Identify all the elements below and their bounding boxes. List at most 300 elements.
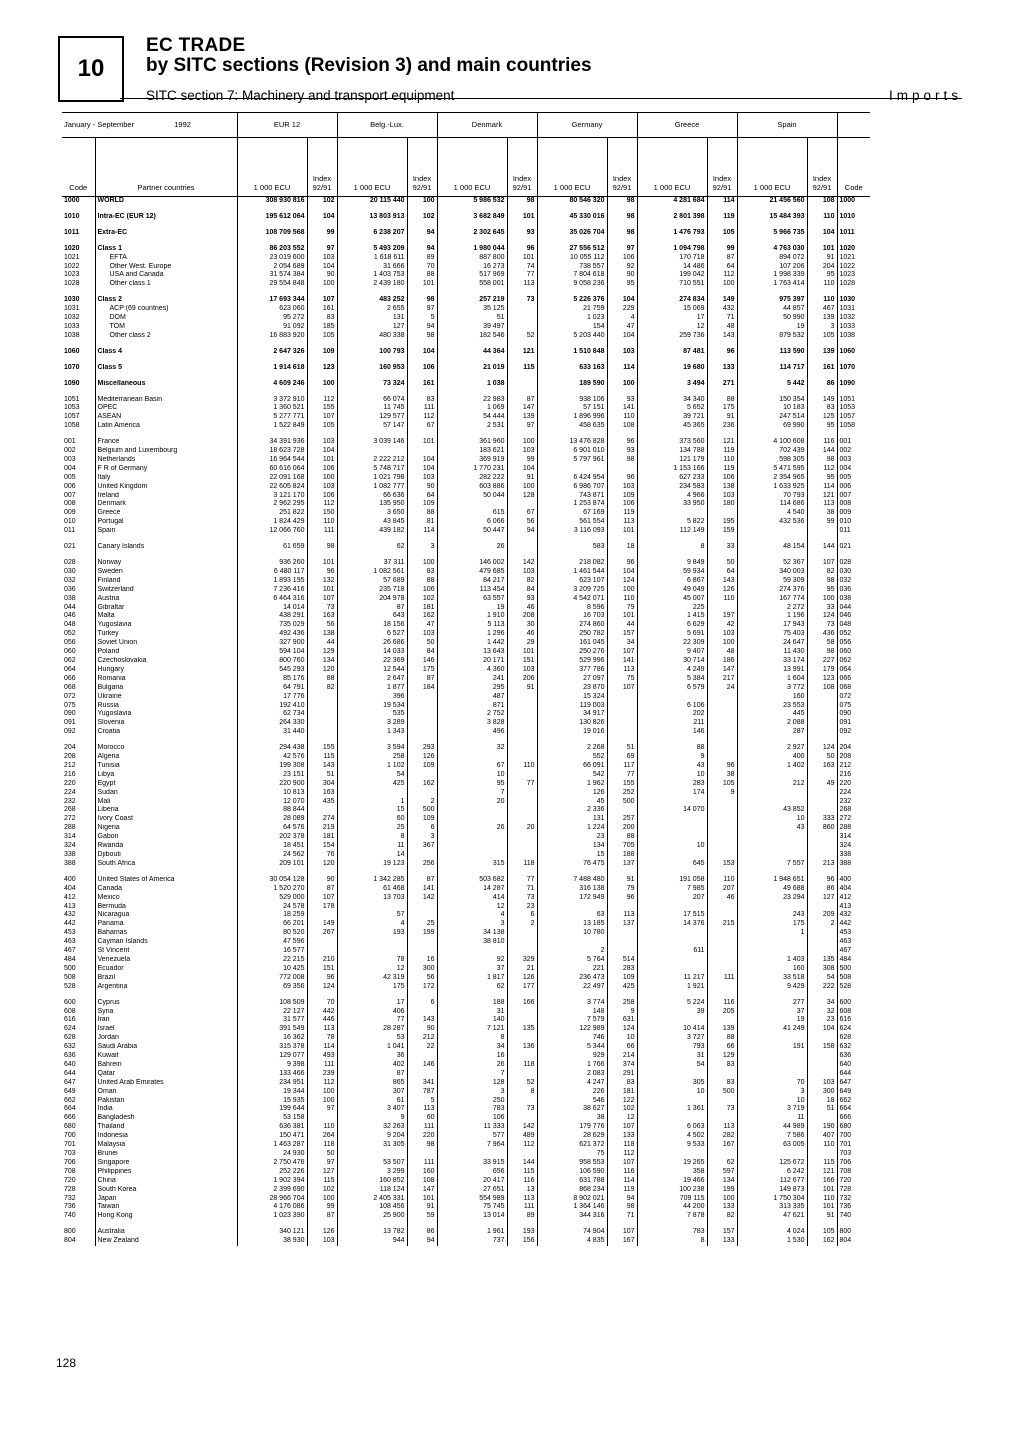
index-cell — [607, 719, 637, 728]
index-cell — [307, 693, 337, 702]
table-row — [62, 639, 870, 648]
index-cell: 308 — [807, 965, 837, 974]
index-cell: 69 — [607, 753, 637, 762]
index-cell: 107 — [307, 413, 337, 422]
index-cell: 87 — [507, 396, 537, 405]
value-cell: 1 522 849 — [237, 422, 307, 431]
value-cell: 13 014 — [437, 1212, 507, 1221]
value-cell — [637, 903, 707, 912]
value-cell: 529 996 — [537, 657, 607, 666]
row-code: 467 — [64, 947, 76, 955]
value-cell: 10 780 — [537, 929, 607, 938]
partner-name: Greece — [95, 509, 237, 518]
value-cell: 131 — [537, 815, 607, 824]
value-cell: 2 801 398 — [637, 213, 707, 222]
value-cell: 3 372 910 — [237, 396, 307, 405]
partner-name: Jordan — [95, 1034, 237, 1043]
partner-name: Pakistan — [95, 1097, 237, 1106]
value-cell: 373 560 — [637, 438, 707, 447]
value-cell: 73 324 — [337, 380, 407, 389]
index-cell: 119 — [607, 509, 637, 518]
index-cell: 103 — [607, 348, 637, 357]
index-cell — [507, 833, 537, 842]
index-cell: 126 — [507, 974, 537, 983]
index-cell: 142 — [507, 1123, 537, 1132]
table-row — [62, 798, 870, 807]
header-value: 1 000 ECU — [237, 138, 307, 197]
value-cell: 315 378 — [237, 1043, 307, 1052]
index-cell: 82 — [707, 1212, 737, 1221]
partner-name: Soviet Union — [95, 639, 237, 648]
row-code-right: 046 — [837, 612, 870, 621]
value-cell: 4 609 246 — [237, 380, 307, 389]
index-cell — [707, 1114, 737, 1123]
index-cell — [507, 851, 537, 860]
row-code-right: 413 — [837, 903, 870, 912]
index-cell: 101 — [307, 456, 337, 465]
index-cell: 147 — [507, 404, 537, 413]
index-cell — [707, 851, 737, 860]
value-cell: 5 442 — [737, 380, 807, 389]
index-cell: 109 — [407, 762, 437, 771]
index-cell: 91 — [807, 1212, 837, 1221]
index-cell: 77 — [607, 771, 637, 780]
value-cell: 1 902 394 — [237, 1177, 307, 1186]
index-cell: 112 — [307, 396, 337, 405]
value-cell: 772 008 — [237, 974, 307, 983]
index-cell: 91 — [507, 474, 537, 483]
index-cell: 88 — [407, 509, 437, 518]
value-cell: 24 578 — [237, 903, 307, 912]
index-cell — [807, 1052, 837, 1061]
row-code-right: 666 — [837, 1114, 870, 1123]
value-cell: 4 502 — [637, 1132, 707, 1141]
value-cell: 106 590 — [537, 1168, 607, 1177]
index-cell: 135 — [807, 956, 837, 965]
row-code-right: 212 — [837, 762, 870, 771]
value-cell: 53 — [337, 1034, 407, 1043]
value-cell: 546 — [537, 1097, 607, 1106]
value-cell: 34 340 — [637, 396, 707, 405]
row-code-right: 600 — [837, 999, 870, 1008]
index-cell: 100 — [307, 1088, 337, 1097]
table-row — [62, 693, 870, 702]
value-cell: 445 — [737, 710, 807, 719]
value-cell: 1 102 — [337, 762, 407, 771]
value-cell: 400 — [737, 753, 807, 762]
value-cell: 6 629 — [637, 621, 707, 630]
value-cell: 5 764 — [537, 956, 607, 965]
value-cell: 20 115 440 — [337, 197, 407, 206]
row-code-right: 680 — [837, 1123, 870, 1132]
table-row — [62, 719, 870, 728]
row-code: 060 — [64, 648, 76, 656]
value-cell: 92 — [437, 956, 507, 965]
row-code-right: 092 — [837, 728, 870, 737]
index-cell: 446 — [307, 1016, 337, 1025]
index-cell — [507, 1016, 537, 1025]
index-cell: 157 — [707, 1228, 737, 1237]
value-cell: 1 914 618 — [237, 364, 307, 373]
index-cell: 157 — [607, 630, 637, 639]
value-cell: 19 — [737, 1016, 807, 1025]
value-cell: 958 553 — [537, 1159, 607, 1168]
value-cell: 11 — [337, 842, 407, 851]
row-code-right: 388 — [837, 860, 870, 869]
table-row — [62, 1088, 870, 1097]
row-code: 091 — [64, 719, 76, 727]
table-row — [62, 1237, 870, 1246]
index-cell — [607, 728, 637, 737]
value-cell: 39 — [637, 1008, 707, 1017]
value-cell: 929 — [537, 1052, 607, 1061]
value-cell — [637, 851, 707, 860]
index-cell: 118 — [607, 1141, 637, 1150]
index-cell: 75 — [607, 675, 637, 684]
value-cell: 32 — [437, 744, 507, 753]
row-code-right: 1028 — [837, 280, 870, 289]
value-cell: 483 252 — [337, 296, 407, 305]
value-cell: 17 — [337, 999, 407, 1008]
value-cell: 12 — [337, 965, 407, 974]
index-cell: 101 — [807, 245, 837, 254]
index-cell: 52 — [507, 1079, 537, 1088]
value-cell: 3 494 — [637, 380, 707, 389]
value-cell — [537, 465, 607, 474]
index-cell — [507, 753, 537, 762]
row-code-right: 706 — [837, 1159, 870, 1168]
index-cell: 274 — [307, 815, 337, 824]
index-cell: 114 — [607, 364, 637, 373]
index-cell: 100 — [307, 1097, 337, 1106]
index-cell: 146 — [407, 1061, 437, 1070]
index-cell: 126 — [407, 753, 437, 762]
row-code-right: 720 — [837, 1177, 870, 1186]
row-code-right: 1051 — [837, 396, 870, 405]
table-row — [62, 612, 870, 621]
value-cell: 127 — [337, 323, 407, 332]
row-code: 636 — [64, 1052, 76, 1060]
index-cell — [407, 447, 437, 456]
index-cell: 304 — [307, 780, 337, 789]
partner-name: Latin America — [95, 422, 237, 431]
index-cell — [507, 710, 537, 719]
page-title: EC TRADE — [146, 35, 246, 56]
value-cell: 41 249 — [737, 1025, 807, 1034]
partner-name: Other class 2 — [95, 332, 237, 341]
value-cell: 615 — [437, 509, 507, 518]
value-cell: 879 532 — [737, 332, 807, 341]
index-cell: 100 — [707, 1195, 737, 1204]
row-code: 413 — [64, 902, 76, 910]
page-number-box: 10 — [58, 36, 124, 102]
index-cell: 282 — [707, 1132, 737, 1141]
index-cell: 95 — [807, 422, 837, 431]
index-cell: 139 — [707, 1025, 737, 1034]
value-cell: 16 577 — [237, 947, 307, 956]
index-cell: 119 — [707, 447, 737, 456]
index-cell: 119 — [707, 213, 737, 222]
value-cell: 51 — [437, 314, 507, 323]
row-code-right: 220 — [837, 780, 870, 789]
index-cell: 121 — [807, 492, 837, 501]
row-code: 703 — [64, 1150, 76, 1157]
index-cell: 3 — [407, 833, 437, 842]
index-cell: 126 — [707, 586, 737, 595]
value-cell: 1 896 996 — [537, 413, 607, 422]
value-cell — [737, 798, 807, 807]
value-cell: 220 900 — [237, 780, 307, 789]
value-cell: 8 — [337, 833, 407, 842]
table-row — [62, 999, 870, 1008]
row-code: 072 — [64, 692, 76, 700]
value-cell: 7 — [437, 1070, 507, 1079]
row-code: 800 — [64, 1228, 76, 1236]
value-cell — [637, 929, 707, 938]
index-cell: 83 — [707, 1061, 737, 1070]
value-cell: 27 556 512 — [537, 245, 607, 254]
value-cell: 199 644 — [237, 1105, 307, 1114]
value-cell: 1 342 285 — [337, 876, 407, 885]
value-cell: 37 — [737, 1008, 807, 1017]
row-code: 010 — [64, 518, 76, 526]
trade-table — [62, 112, 870, 1246]
index-cell — [707, 938, 737, 947]
index-cell — [807, 1114, 837, 1123]
index-cell: 88 — [607, 833, 637, 842]
index-cell: 367 — [407, 842, 437, 851]
value-cell — [637, 1016, 707, 1025]
index-cell: 597 — [707, 1168, 737, 1177]
row-code: 038 — [64, 594, 76, 602]
value-cell — [637, 798, 707, 807]
row-code: 1023 — [64, 271, 80, 279]
index-cell — [307, 702, 337, 711]
row-code: 600 — [64, 998, 76, 1006]
index-cell: 107 — [607, 1228, 637, 1237]
value-cell: 112 677 — [737, 1177, 807, 1186]
value-cell: 627 233 — [637, 474, 707, 483]
index-cell: 98 — [307, 543, 337, 552]
index-cell: 99 — [307, 1203, 337, 1212]
row-code: 208 — [64, 753, 76, 761]
index-cell: 162 — [407, 612, 437, 621]
value-cell — [437, 842, 507, 851]
value-cell: 517 969 — [437, 271, 507, 280]
value-cell: 57 147 — [337, 422, 407, 431]
table-row — [62, 413, 870, 422]
row-code: 001 — [64, 438, 76, 446]
value-cell: 15 — [337, 806, 407, 815]
index-cell: 124 — [307, 983, 337, 992]
table-row — [62, 974, 870, 983]
value-cell: 738 557 — [537, 263, 607, 272]
index-cell — [807, 710, 837, 719]
value-cell — [737, 851, 807, 860]
index-cell — [807, 798, 837, 807]
table-row — [62, 903, 870, 912]
value-cell: 1 766 — [537, 1061, 607, 1070]
value-cell: 643 — [337, 612, 407, 621]
value-cell: 22 605 824 — [237, 483, 307, 492]
index-cell: 190 — [807, 1123, 837, 1132]
partner-name: Nicaragua — [95, 911, 237, 920]
index-cell: 84 — [407, 648, 437, 657]
partner-name: Mexico — [95, 894, 237, 903]
value-cell: 12 544 — [337, 666, 407, 675]
index-cell — [707, 710, 737, 719]
row-code: 068 — [64, 683, 76, 691]
index-cell: 442 — [307, 1008, 337, 1017]
row-code-right: 1090 — [837, 380, 870, 389]
index-cell: 12 — [607, 1114, 637, 1123]
row-code-right: 006 — [837, 483, 870, 492]
value-cell: 4 763 030 — [737, 245, 807, 254]
table-row — [62, 396, 870, 405]
value-cell: 119 003 — [537, 702, 607, 711]
value-cell: 10 055 112 — [537, 254, 607, 263]
index-cell: 115 — [307, 1177, 337, 1186]
partner-name: Cyprus — [95, 999, 237, 1008]
index-cell: 3 — [407, 543, 437, 552]
index-cell: 82 — [807, 568, 837, 577]
value-cell: 134 — [537, 842, 607, 851]
table-row — [62, 422, 870, 431]
index-cell: 293 — [407, 744, 437, 753]
value-cell: 13 991 — [737, 666, 807, 675]
value-cell: 26 — [437, 824, 507, 833]
table-row — [62, 1114, 870, 1123]
index-cell — [607, 806, 637, 815]
partner-name: Miscellaneous — [95, 380, 237, 389]
index-cell: 115 — [307, 753, 337, 762]
value-cell: 31 666 — [337, 263, 407, 272]
index-cell: 175 — [707, 404, 737, 413]
index-cell: 91 — [707, 413, 737, 422]
value-cell: 7 488 480 — [537, 876, 607, 885]
value-cell: 1 442 — [437, 639, 507, 648]
index-cell — [407, 947, 437, 956]
row-code: 1020 — [64, 244, 80, 252]
index-cell — [807, 938, 837, 947]
index-cell: 112 — [307, 1079, 337, 1088]
value-cell: 77 — [337, 1016, 407, 1025]
value-cell: 1 824 429 — [237, 518, 307, 527]
row-code-right: 463 — [837, 938, 870, 947]
index-cell: 101 — [507, 213, 537, 222]
value-cell: 5 748 717 — [337, 465, 407, 474]
value-cell: 234 583 — [637, 483, 707, 492]
value-cell — [637, 965, 707, 974]
row-code-right: 703 — [837, 1150, 870, 1159]
value-cell — [337, 447, 407, 456]
index-cell: 64 — [707, 568, 737, 577]
index-cell: 127 — [807, 894, 837, 903]
reporter-germany: Germany — [537, 113, 637, 138]
index-cell: 70 — [307, 999, 337, 1008]
index-cell — [407, 719, 437, 728]
index-cell: 159 — [707, 527, 737, 536]
index-cell: 59 — [407, 1212, 437, 1221]
value-cell — [737, 1061, 807, 1070]
value-cell: 107 206 — [737, 263, 807, 272]
table-row — [62, 509, 870, 518]
index-cell: 167 — [707, 1141, 737, 1150]
value-cell: 6 066 — [437, 518, 507, 527]
index-cell — [307, 806, 337, 815]
partner-name: Slovenia — [95, 719, 237, 728]
index-cell: 78 — [307, 1034, 337, 1043]
row-code: 044 — [64, 603, 76, 611]
row-code-right: 1057 — [837, 413, 870, 422]
index-cell: 147 — [707, 666, 737, 675]
index-cell: 99 — [507, 456, 537, 465]
row-code-right: 052 — [837, 630, 870, 639]
index-cell: 264 — [307, 1132, 337, 1141]
index-cell — [707, 903, 737, 912]
value-cell: 735 029 — [237, 621, 307, 630]
value-cell: 106 — [437, 1114, 507, 1123]
value-cell: 1 021 798 — [337, 474, 407, 483]
value-cell: 39 721 — [637, 413, 707, 422]
row-code-right: 649 — [837, 1088, 870, 1097]
value-cell — [637, 956, 707, 965]
value-cell: 14 033 — [337, 648, 407, 657]
row-code-right: 708 — [837, 1168, 870, 1177]
value-cell: 5 344 — [537, 1043, 607, 1052]
index-cell: 110 — [807, 1195, 837, 1204]
value-cell: 34 917 — [537, 710, 607, 719]
row-code: 453 — [64, 929, 76, 937]
row-code: 404 — [64, 884, 76, 892]
value-cell: 313 335 — [737, 1203, 807, 1212]
partner-name: Saudi Arabia — [95, 1043, 237, 1052]
index-cell — [807, 947, 837, 956]
index-cell: 82 — [307, 684, 337, 693]
value-cell: 4 — [337, 920, 407, 929]
table-row — [62, 604, 870, 613]
value-cell: 2 647 326 — [237, 348, 307, 357]
row-code-right: 664 — [837, 1105, 870, 1114]
partner-name: Romania — [95, 675, 237, 684]
index-cell: 163 — [307, 789, 337, 798]
header-index: Index 92/91 — [407, 138, 437, 197]
value-cell: 4 247 — [537, 1079, 607, 1088]
index-cell — [707, 842, 737, 851]
table-row — [62, 911, 870, 920]
index-cell: 113 — [607, 911, 637, 920]
table-row — [62, 885, 870, 894]
row-code-right: 064 — [837, 666, 870, 675]
value-cell: 22 215 — [237, 956, 307, 965]
value-cell: 623 107 — [537, 577, 607, 586]
index-cell: 151 — [307, 965, 337, 974]
value-cell: 62 734 — [237, 710, 307, 719]
value-cell: 129 077 — [237, 1052, 307, 1061]
value-cell: 21 456 560 — [737, 197, 807, 206]
value-cell: 57 — [337, 911, 407, 920]
index-cell: 124 — [607, 1025, 637, 1034]
row-code: 664 — [64, 1105, 76, 1113]
value-cell — [637, 509, 707, 518]
index-cell: 90 — [307, 271, 337, 280]
index-cell: 22 — [407, 1043, 437, 1052]
value-cell: 160 — [737, 965, 807, 974]
value-cell: 28 966 704 — [237, 1195, 307, 1204]
reporter-greece: Greece — [637, 113, 737, 138]
partner-name: New Zealand — [95, 1237, 237, 1246]
row-code-right: 060 — [837, 648, 870, 657]
